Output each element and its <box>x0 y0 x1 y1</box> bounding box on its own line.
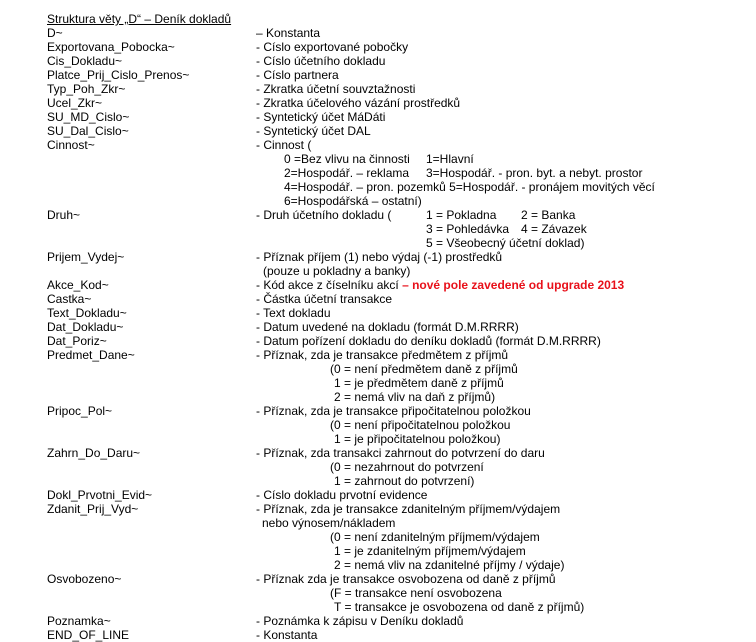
field-name: Castka~ <box>47 292 92 306</box>
option-value: 1 = Pokladna <box>426 208 497 222</box>
new-field-notice: – nové pole zavedené od upgrade 2013 <box>402 278 625 292</box>
field-name: Predmet_Dane~ <box>47 348 135 362</box>
field-description: - Datum pořízení dokladu do deníku dokladů (formát D.M.RRRR) <box>256 334 601 348</box>
field-description: - Císlo dokladu prvotní evidence <box>256 488 428 502</box>
option-value: 2 = nemá vliv na daň z příjmů) <box>334 390 496 404</box>
field-description: - Syntetický účet MáDáti <box>256 110 386 124</box>
option-value: 4 = Závazek <box>521 222 587 236</box>
field-description: - Příznak, zda je transakce připočitatelnou položkou <box>256 404 531 418</box>
option-value: (0 = není předmětem daně z příjmů <box>330 362 518 376</box>
option-value: 1 = zahrnout do potvrzení) <box>334 474 475 488</box>
option-value: 1 = je předmětem daně z příjmů <box>334 376 504 390</box>
field-name: Druh~ <box>47 208 81 222</box>
field-name: Prijem_Vydej~ <box>47 250 125 264</box>
field-description: - Příznak, zda je transakce předmětem z příjmů <box>256 348 509 362</box>
field-description: - Text dokladu <box>256 306 331 320</box>
field-name: Zdanit_Prij_Vyd~ <box>47 502 139 516</box>
field-name: Platce_Prij_Cislo_Prenos~ <box>47 68 190 82</box>
field-name: Exportovana_Pobocka~ <box>47 40 175 54</box>
field-name: D~ <box>47 26 63 40</box>
field-description: - Zkratka účelového vázání prostředků <box>256 96 461 110</box>
option-value: 4=Hospodář. – pron. pozemků 5=Hospodář. - pronájem movitých věcí <box>284 180 655 194</box>
field-name: Zahrn_Do_Daru~ <box>47 446 141 460</box>
option-value: 5 = Všeobecný účetní doklad) <box>426 236 585 250</box>
field-description: - Cinnost ( <box>256 138 312 152</box>
field-name: Poznamka~ <box>47 614 111 628</box>
field-name: Osvobozeno~ <box>47 572 122 586</box>
option-value: (0 = není připočitatelnou položkou <box>330 418 511 432</box>
option-value: 1 = je připočitatelnou položkou) <box>334 432 501 446</box>
field-name: Dat_Dokladu~ <box>47 320 124 334</box>
field-description: - Zkratka účetní souvztažnosti <box>256 82 416 96</box>
field-description: – Konstanta <box>256 26 321 40</box>
option-value: 3 = Pohledávka <box>426 222 510 236</box>
field-name: Dokl_Prvotni_Evid~ <box>47 488 153 502</box>
option-value: 2 = nemá vliv na zdanitelné příjmy / výdaje) <box>334 558 565 572</box>
field-name: Cinnost~ <box>47 138 95 152</box>
field-description: - Příznak, zda je transakce zdanitelným příjmem/výdajem <box>256 502 561 516</box>
option-value: T = transakce je osvobozena od daně z příjmů) <box>334 600 585 614</box>
option-value: 2=Hospodář. – reklama <box>284 166 410 180</box>
document-title: Struktura věty „D“ – Deník dokladů <box>47 12 232 26</box>
option-value: 1 = je zdanitelným příjmem/výdajem <box>334 544 526 558</box>
option-value: 1=Hlavní <box>426 152 474 166</box>
field-name: Akce_Kod~ <box>47 278 109 292</box>
field-description: - Druh účetního dokladu ( <box>256 208 392 222</box>
option-value: (F = transakce není osvobozena <box>330 586 502 600</box>
field-name: Dat_Poriz~ <box>47 334 107 348</box>
field-description: - Syntetický účet DAL <box>256 124 371 138</box>
field-description: - Kód akce z číselníku akcí <box>256 278 399 292</box>
option-value: (0 = není zdanitelným příjmem/výdajem <box>330 530 540 544</box>
field-description: - Konstanta <box>256 628 318 642</box>
field-description: - Císlo partnera <box>256 68 339 82</box>
field-name: Ucel_Zkr~ <box>47 96 103 110</box>
field-description: - Císlo účetního dokladu <box>256 54 386 68</box>
option-value: 3=Hospodář. - pron. byt. a nebyt. prostor <box>426 166 643 180</box>
field-name: SU_MD_Cislo~ <box>47 110 130 124</box>
field-name: END_OF_LINE <box>47 628 130 642</box>
field-description-group <box>256 278 624 292</box>
field-note: (pouze u pokladny a banky) <box>263 264 411 278</box>
field-name: Pripoc_Pol~ <box>47 404 113 418</box>
option-value: 2 = Banka <box>521 208 576 222</box>
field-description: - Poznámka k zápisu v Deníku dokladů <box>256 614 464 628</box>
field-name: SU_Dal_Cislo~ <box>47 124 129 138</box>
field-description: - Příznak, zda transakci zahrnout do potvrzení do daru <box>256 446 545 460</box>
field-note: nebo výnosem/nákladem <box>262 516 396 530</box>
field-name: Typ_Poh_Zkr~ <box>47 82 126 96</box>
field-description: - Příznak zda je transakce osvobozena od daně z příjmů <box>256 572 556 586</box>
field-name: Cis_Dokladu~ <box>47 54 123 68</box>
field-description: - Příznak příjem (1) nebo výdaj (-1) prostředků <box>256 250 503 264</box>
field-description: - Částka účetní transakce <box>256 292 393 306</box>
field-description: - Císlo exportované pobočky <box>256 40 409 54</box>
field-name: Text_Dokladu~ <box>47 306 127 320</box>
option-value: 0 =Bez vlivu na činnosti <box>284 152 410 166</box>
option-value: 6=Hospodářská – ostatní) <box>284 194 422 208</box>
field-description: - Datum uvedené na dokladu (formát D.M.RRRR) <box>256 320 519 334</box>
option-value: (0 = nezahrnout do potvrzení <box>330 460 484 474</box>
